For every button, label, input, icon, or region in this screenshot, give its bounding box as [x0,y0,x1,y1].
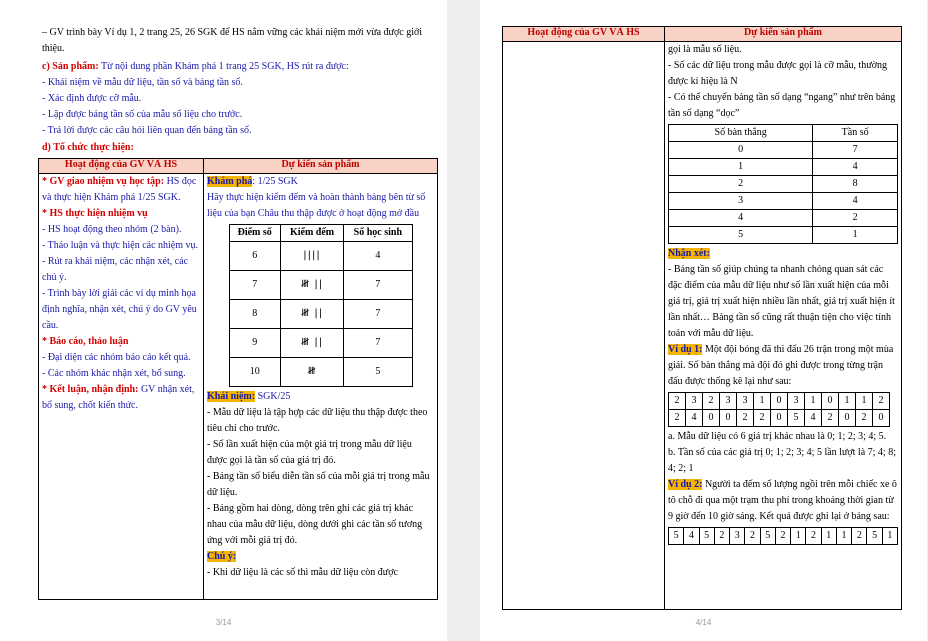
col-header-activity: Hoạt động của GV VÀ HS [503,27,665,42]
goal-header-frequency: Tần số [813,125,898,142]
data-cell: 2 [737,410,754,427]
list-item: - Bảng gồm hai dòng, dòng trên ghi các giá trị khác nhau của mẫu dữ liệu, dòng dưới ghi các tần số tương ứng với mỗi giá trị đó. [207,503,423,546]
activity-table-continued [502,26,902,610]
explore-label: Khám phá [207,176,253,187]
data-cell: 5 [760,528,775,545]
tally-count: 4 [344,242,412,271]
example2-label: Ví dụ 2: [668,479,703,490]
tally-marks: 𝍸 || [280,300,343,329]
list-item: - Bảng tần số biểu diễn tần số của mỗi giá trị trong mẫu dữ liệu. [207,471,430,498]
remark-text: - Bảng tần số giúp chúng ta nhanh chóng quan sát các đặc điểm của mẫu dữ liệu như số lần xuất hiện của mỗi giá trị, giá trị xuất hiện nhiều lần nhất, giá trị xuất hiện ít lần nhất… Bảng tần số cũng rất thuận tiện cho việc tính toán với mẫu dữ liệu. [668,264,895,339]
table-row [229,242,412,271]
data-cell: 3 [788,393,805,410]
tally-count: 7 [344,300,412,329]
goal-frequency: 4 [813,193,898,210]
data-cell: 5 [788,410,805,427]
goal-frequency: 7 [813,142,898,159]
tally-header-score: Điểm số [229,225,280,242]
task-heading: * GV giao nhiệm vụ học tập: [42,176,165,187]
data-cell: 2 [856,410,873,427]
tally-count: 5 [344,358,412,387]
explore-text: Hãy thực hiện kiểm đếm và hoàn thành bảng bên từ số liệu của bạn Châu thu thập được ở hoạt động mở đầu [207,192,426,219]
conclude-text: GV nhận xét, bổ sung, chốt kiến thức. [42,384,195,411]
data-cell: 1 [856,393,873,410]
data-cell: 0 [720,410,737,427]
data-cell: 2 [806,528,821,545]
tally-score: 9 [229,329,280,358]
tally-score: 6 [229,242,280,271]
example1-text: Một đội bóng đã thi đấu 26 trận trong một mùa giải. Số bàn thắng mà đội đó ghi được trong từng trận đấu được thống kê lại như sau: [668,344,894,387]
document-page-4 [480,0,927,641]
remark-label: Nhận xét: [668,248,710,259]
table-row [669,410,890,427]
data-cell: 2 [852,528,867,545]
data-cell: 3 [730,528,745,545]
goal-header-goals: Số bàn thắng [669,125,813,142]
list-item: - Số lần xuất hiện của một giá trị trong mẫu dữ liệu được gọi là tần số của giá trị đó. [207,439,412,466]
tally-header-tally: Kiểm đếm [280,225,343,242]
data-cell: 1 [821,528,836,545]
data-cell: 1 [839,393,856,410]
list-item: - Thảo luận và thực hiện các nhiệm vụ. [42,240,199,251]
table-row [229,358,412,387]
tally-marks: 𝍸 [280,358,343,387]
goal-value: 1 [669,159,813,176]
list-item: - Trả lời được các câu hỏi liên quan đến bảng tần số. [42,125,252,136]
product-list [42,75,438,139]
list-item: - Trình bày lời giải các ví dụ minh họa định nghĩa, nhận xét, chú ý do GV yêu cầu. [42,288,197,331]
concept-label: Khái niệm: [207,391,256,402]
product-cell [665,42,902,610]
product-text: Từ nội dung phần Khám phá 1 trang 25 SGK, HS rút ra được: [101,61,349,72]
tally-marks: 𝍸 || [280,271,343,300]
list-item: - Xác định được cỡ mẫu. [42,93,142,104]
list-item: - Có thể chuyển bảng tần số dạng “ngang” như trên bảng tần số dạng “dọc” [668,92,896,119]
example1-answer-b: b. Tần số của các giá trị 0; 1; 2; 3; 4; 5 lần lượt là 7; 4; 8; 4; 2; 1 [668,447,896,474]
document-page-3 [0,0,447,641]
example1-data-grid [668,392,890,427]
example1-label: Ví dụ 1: [668,344,703,355]
table-row [229,300,412,329]
list-item: - Số các dữ liệu trong mẫu được gọi là cỡ mẫu, thường được kí hiệu là N [668,60,888,87]
goal-value: 4 [669,210,813,227]
table-row [669,142,898,159]
data-cell: 1 [754,393,771,410]
table-row [229,329,412,358]
tally-count: 7 [344,271,412,300]
col-header-product: Dự kiến sản phẩm [204,159,438,174]
tally-score: 8 [229,300,280,329]
data-cell: 3 [720,393,737,410]
note-text: - Khi dữ liệu là các số thì mẫu dữ liệu còn được [207,567,398,578]
data-cell: 2 [873,393,890,410]
data-cell: 2 [703,393,720,410]
goal-frequency: 2 [813,210,898,227]
product-label: c) Sản phẩm: [42,61,99,72]
product-paragraph [42,59,438,75]
data-cell: 0 [771,410,788,427]
concept-ref: SGK/25 [257,391,291,402]
goal-value: 2 [669,176,813,193]
goal-frequency: 4 [813,159,898,176]
list-item: - Lập được bảng tần số của mẫu số liệu cho trước. [42,109,243,120]
data-cell: 2 [714,528,729,545]
list-item: - Rút ra khái niệm, các nhận xét, các chú ý. [42,256,189,283]
data-cell: 5 [867,528,882,545]
data-cell: 2 [775,528,790,545]
data-cell: 3 [686,393,703,410]
table-row [669,393,890,410]
list-item: - Khái niệm về mẫu dữ liệu, tần số và bảng tần số. [42,77,243,88]
data-cell: 4 [686,410,703,427]
data-cell: 2 [669,393,686,410]
intro-paragraph: – GV trình bày Ví dụ 1, 2 trang 25, 26 SGK để HS nắm vững các khái niệm mới vừa được giới thiệu. [42,27,423,54]
data-cell: 5 [669,528,684,545]
page-number: 3/14 [215,618,232,627]
activity-cell-empty [503,42,665,610]
example2-data-grid [668,527,898,545]
product-cell [204,174,438,600]
conclude-heading: * Kết luận, nhận định: [42,384,139,395]
goal-value: 0 [669,142,813,159]
data-cell: 5 [699,528,714,545]
table-row [669,210,898,227]
tally-marks: 𝍸 || [280,329,343,358]
goal-value: 3 [669,193,813,210]
tally-score: 10 [229,358,280,387]
tally-header-count: Số học sinh [344,225,412,242]
data-cell: 4 [805,410,822,427]
explore-ref: : 1/25 SGK [252,176,298,187]
tally-score: 7 [229,271,280,300]
data-cell: 1 [791,528,806,545]
organization-heading: d) Tổ chức thực hiện: [42,142,134,153]
list-item: - Đại diện các nhóm báo cáo kết quả. [42,352,191,363]
page-number: 4/14 [695,618,712,627]
tally-table [229,224,413,387]
example2-text: Người ta đếm số lượng ngồi trên mỗi chiếc xe ô tô chỗ đi qua một trạm thu phí trong khoảng thời gian từ 9 giờ đến 10 giờ sáng. Kết quả được ghi lại ở bảng sau: [668,479,897,522]
goal-frequency: 1 [813,227,898,244]
goal-frequency-table [668,124,898,244]
data-cell: 4 [684,528,699,545]
list-item: - Các nhóm khác nhận xét, bổ sung. [42,368,186,379]
data-cell: 2 [822,410,839,427]
table-row [669,159,898,176]
goal-frequency: 8 [813,176,898,193]
activity-cell [39,174,204,600]
task-text: HS đọc và thực hiện Khám phá 1/25 SGK. [42,176,197,203]
goal-value: 5 [669,227,813,244]
data-cell: 0 [873,410,890,427]
activity-table [38,158,438,600]
note-label: Chú ý: [207,551,237,562]
data-cell: 1 [805,393,822,410]
table-row [669,227,898,244]
table-row [669,193,898,210]
col-header-activity: Hoạt động của GV VÀ HS [39,159,204,174]
data-cell: 0 [703,410,720,427]
data-cell: 3 [737,393,754,410]
report-heading: * Báo cáo, thảo luận [42,336,129,347]
continued-line: gọi là mẫu số liệu. [668,44,742,55]
data-cell: 0 [822,393,839,410]
table-row [229,271,412,300]
data-cell: 1 [882,528,897,545]
data-cell: 0 [771,393,788,410]
data-cell: 2 [669,410,686,427]
tally-marks: |||| [280,242,343,271]
table-row [669,176,898,193]
example1-answer-a: a. Mẫu dữ liệu có 6 giá trị khác nhau là 0; 1; 2; 3; 4; 5. [668,431,887,442]
data-cell: 1 [836,528,851,545]
list-item: - HS hoạt động theo nhóm (2 bàn). [42,224,182,235]
table-row [669,528,898,545]
data-cell: 0 [839,410,856,427]
list-item: - Mẫu dữ liệu là tập hợp các dữ liệu thu thập được theo tiêu chí cho trước. [207,407,428,434]
data-cell: 2 [745,528,760,545]
tally-count: 7 [344,329,412,358]
data-cell: 2 [754,410,771,427]
col-header-product: Dự kiến sản phẩm [665,27,902,42]
do-heading: * HS thực hiện nhiệm vụ [42,208,148,219]
